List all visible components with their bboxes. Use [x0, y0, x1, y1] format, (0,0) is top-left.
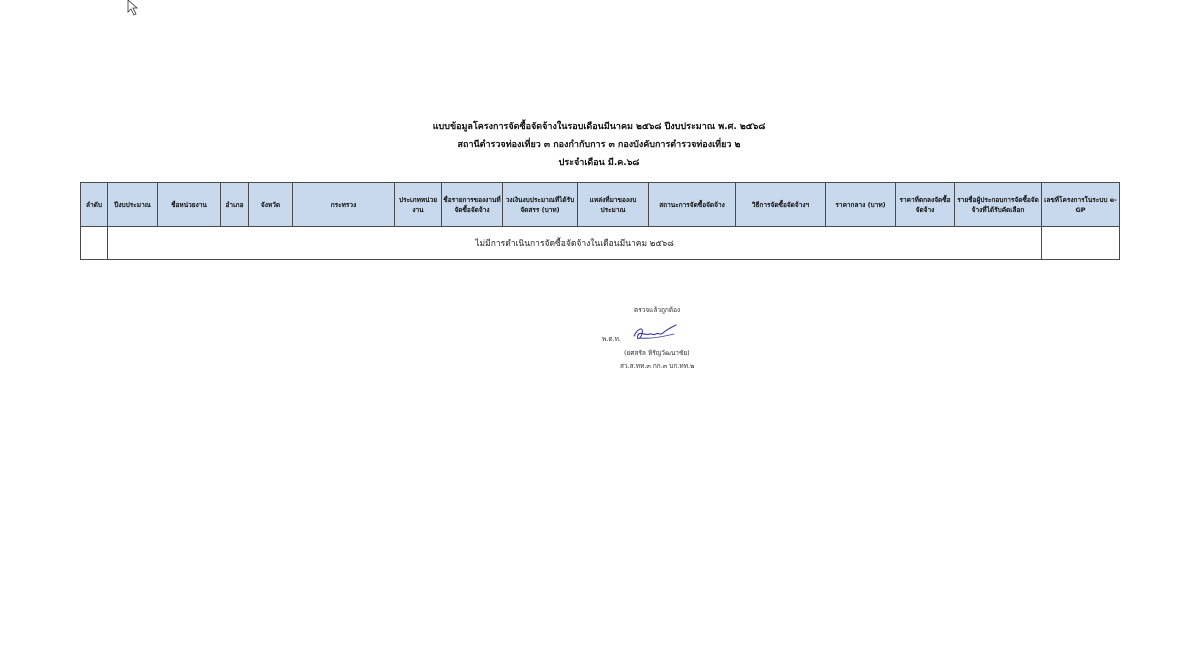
- signer-rank: พ.ต.ท.: [602, 335, 621, 343]
- header-district: อำเภอ: [221, 183, 249, 227]
- header-province: จังหวัด: [249, 183, 293, 227]
- empty-seq-cell: [81, 227, 108, 260]
- title-line-3: ประจำเดือน มี.ค.๖๘: [558, 158, 640, 168]
- header-selected-vendor: รายชื่อผู้ประกอบการจัดซื้อจัดจ้างที่ได้รับคัดเลือก: [955, 183, 1042, 227]
- handwritten-signature-icon: [630, 322, 682, 344]
- title-line-1: แบบข้อมูลโครงการจัดซื้อจัดจ้างในรอบเดือนมีนาคม ๒๕๖๘ ปีงบประมาณ พ.ศ. ๒๕๖๘: [432, 122, 766, 132]
- header-method: วิธีการจัดซื้อจัดจ้างฯ: [736, 183, 826, 227]
- procurement-table: [80, 182, 1120, 260]
- header-ministry: กระทรวง: [293, 183, 395, 227]
- header-budget: วงเงินงบประมาณที่ได้รับจัดสรร (บาท): [503, 183, 578, 227]
- empty-egp-cell: [1042, 227, 1120, 260]
- verified-label: ตรวจแล้วถูกต้อง: [634, 306, 681, 314]
- header-budget-source: แหล่งที่มาของงบประมาณ: [578, 183, 649, 227]
- header-egp-number: เลขที่โครงการในระบบ e-GP: [1042, 183, 1120, 227]
- empty-message: ไม่มีการดำเนินการจัดซื้อจัดจ้างในเดือนมีนาคม ๒๕๖๘: [108, 227, 1042, 260]
- header-fiscal-year: ปีงบประมาณ: [108, 183, 158, 227]
- title-line-2: สถานีตำรวจท่องเที่ยว ๓ กองกำกับการ ๓ กองบังคับการตำรวจท่องเที่ยว ๒: [457, 140, 741, 150]
- document-heading: [0, 118, 1198, 172]
- mouse-pointer-icon: [127, 0, 147, 16]
- header-row: [81, 183, 1120, 227]
- header-agreed-price: ราคาที่ตกลงจัดซื้อจัดจ้าง: [896, 183, 955, 227]
- signer-name: (ยศสรัล หิรัญวัฒนาชัย): [624, 349, 690, 357]
- header-agency-name: ชื่อหน่วยงาน: [158, 183, 221, 227]
- signer-position: สว.ส.ทท.๓ กก.๓ บก.ทท.๒: [620, 362, 695, 370]
- header-status: สถานะการจัดซื้อจัดจ้าง: [649, 183, 736, 227]
- table-row: [81, 227, 1120, 260]
- header-project-name: ชื่อรายการของงานที่จัดซื้อจัดจ้าง: [442, 183, 503, 227]
- signature-block: [560, 300, 760, 380]
- header-seq: ลำดับ: [81, 183, 108, 227]
- header-agency-type: ประเภทหน่วยงาน: [395, 183, 442, 227]
- header-median-price: ราคากลาง (บาท): [826, 183, 896, 227]
